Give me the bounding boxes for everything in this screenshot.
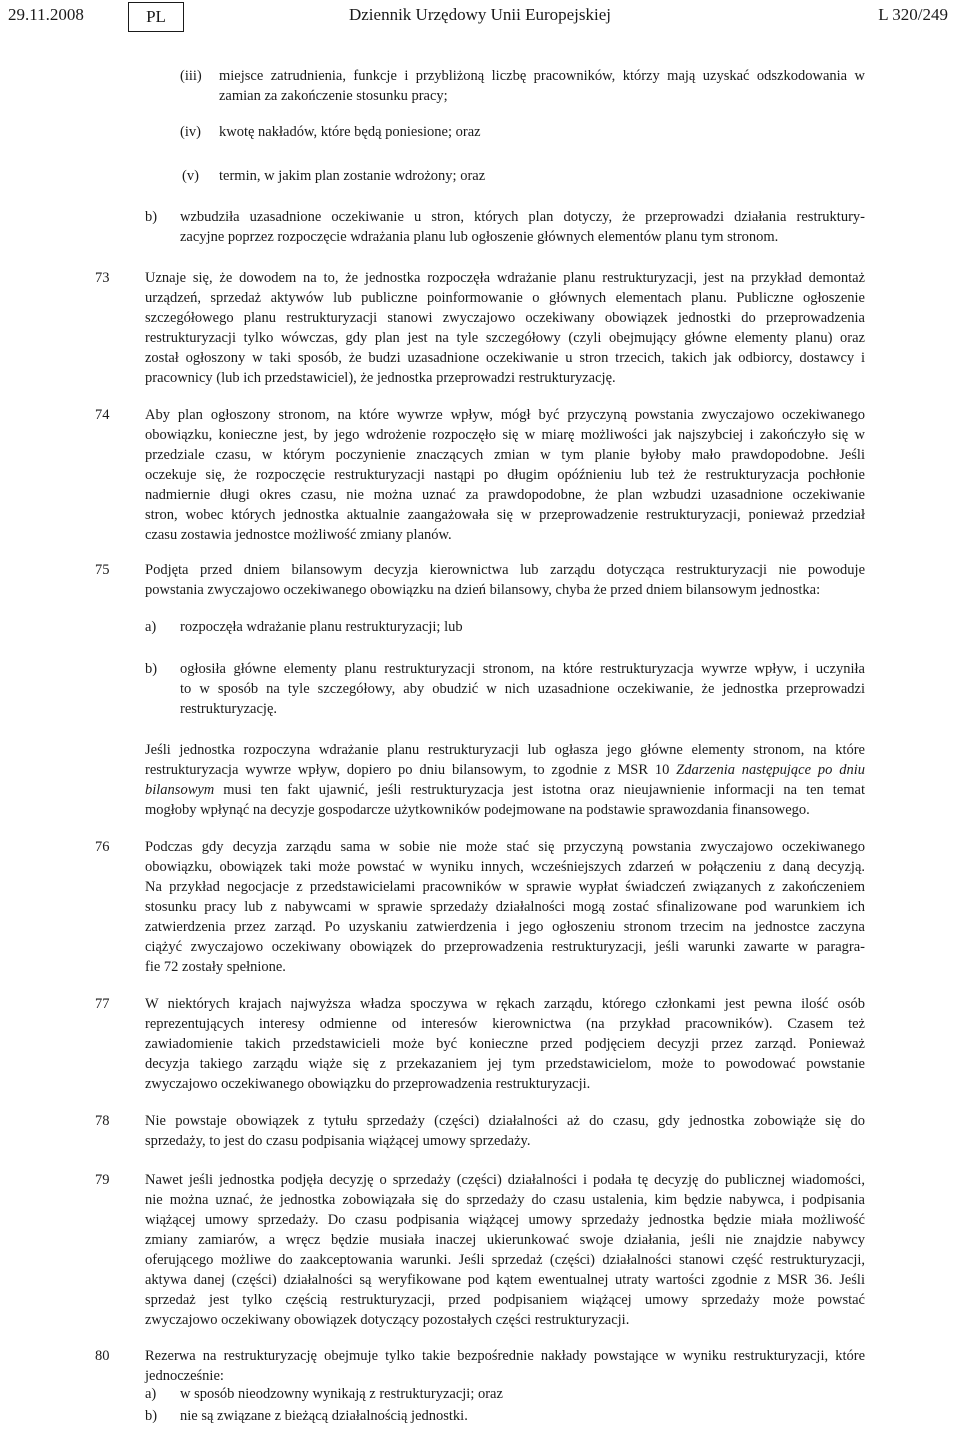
item-label: a) bbox=[145, 1386, 157, 1402]
item-label: b) bbox=[145, 1408, 158, 1424]
text-line: restrukturyzację. bbox=[180, 701, 278, 717]
publication-date: 29.11.2008 bbox=[8, 5, 84, 24]
paragraph-number: 73 bbox=[95, 270, 110, 286]
text-line: decyzja takiego zarządu wiąże się z przekazaniem jej tym przedstawicielom, może to powodować powstanie bbox=[145, 1056, 865, 1072]
text-line: zacyjne poprzez rozpoczęcie wdrażania planu lub ogłoszenie głównych elementów planu tym stronom. bbox=[180, 229, 779, 245]
text-line: powstania zwyczajowo oczekiwanego obowiązku na dzień bilansowy, chyba że przed dniem bilansowym jednostka: bbox=[145, 582, 821, 598]
text-line: W niektórych krajach najwyższa władza spoczywa w rękach zarządu, którego członkami jest pewna ilość osób bbox=[145, 996, 865, 1012]
text-line: przedziale czasu, w którym poczynienie znaczących zmian w tym planie byłoby mało prawdopodobne. Jeśli bbox=[145, 447, 865, 463]
text-line: zawiadomienie takich przedstawicieli może być konieczne przed podjęciem decyzji przez zarząd. Ponieważ bbox=[145, 1036, 865, 1052]
italic-title: Zdarzenia następujące po dniu bbox=[676, 762, 865, 778]
paragraph-number: 75 bbox=[95, 562, 110, 578]
text-run: restrukturyzacja wywrze wpływ, dopiero po dniu bilansowym, to zgodnie z MSR 10 bbox=[145, 762, 677, 778]
paragraph-number: 79 bbox=[95, 1172, 110, 1188]
text-line: termin, w jakim plan zostanie wdrożony; oraz bbox=[219, 168, 486, 184]
text-line bbox=[145, 760, 865, 780]
text-line: stosunku pracy lub z nabywcami w sprawie sprzedaży działalności mogą zostać sfinalizowane pod warunkiem ich bbox=[145, 899, 865, 915]
text-line: nie są związane z bieżącą działalnością jednostki. bbox=[180, 1408, 468, 1424]
text-line: rozpoczęła wdrażanie planu restrukturyzacji; lub bbox=[180, 619, 463, 635]
text-line: pracownicy (lub ich przedstawiciel), że jednostka przeprowadzi restrukturyzację. bbox=[145, 370, 616, 386]
item-label: (v) bbox=[182, 168, 199, 184]
text-line: wiążącej umowy sprzedaży. Do czasu podpisania wiążącej umowy sprzedaży jednostka będzie miała możliwość bbox=[145, 1212, 865, 1228]
text-line: zatwierdzenia przez zarząd. Po uzyskaniu zatwierdzenia i jego ogłoszeniu stronom trzecim na jednostce zaczyna bbox=[145, 919, 865, 935]
text-line: nadmiernie długi okres czasu, nie można uznać za prawdopodobne, że plan wzbudzi uzasadnione oczekiwanie bbox=[145, 487, 865, 503]
text-line: obowiązku, obowiązek taki może powstać w wyniku innych, wcześniejszych zdarzeń w połączeniu z daną decyzją. bbox=[145, 859, 865, 875]
item-label: a) bbox=[145, 619, 157, 635]
italic-title: bilansowym bbox=[145, 782, 215, 798]
text-line: sprzedaży, to jest do czasu podpisania wiążącej umowy sprzedaży. bbox=[145, 1133, 531, 1149]
text-line: stron, wobec których jednostka aktualnie zaangażowała się w przeprowadzenie restrukturyzacji, ponieważ przedział bbox=[145, 507, 865, 523]
paragraph-number: 74 bbox=[95, 407, 110, 423]
text-line: zwyczajowo oczekiwanego obowiązku do przeprowadzenia restrukturyzacji. bbox=[145, 1076, 591, 1092]
text-line: urządzeń, sprzedaż aktywów lub publiczne poinformowanie o głównych elementach planu. Publiczne ogłoszenie bbox=[145, 290, 865, 306]
item-label: (iv) bbox=[180, 124, 201, 140]
text-line: zamian za zakończenie stosunku pracy; bbox=[219, 88, 448, 104]
text-line: wzbudziła uzasadnione oczekiwanie u stron, których plan dotyczy, że przeprowadzi działania restruktury- bbox=[180, 209, 865, 225]
text-line: restrukturyzacji tylko wówczas, gdy plan jest na tyle szczegółowy (czyli obejmujący główne elementy planu) oraz bbox=[145, 330, 865, 346]
text-line: Uznaje się, że dowodem na to, że jednostka rozpoczęła wdrażanie planu restrukturyzacji, jest na przykład demontaż bbox=[145, 270, 865, 286]
text-line: Nie powstaje obowiązek z tytułu sprzedaży (części) działalności aż do czasu, gdy jednostka zobowiąże się do bbox=[145, 1113, 865, 1129]
text-line: kwotę nakładów, które będą poniesione; oraz bbox=[219, 124, 481, 140]
language-badge: PL bbox=[128, 2, 184, 32]
item-label: b) bbox=[145, 661, 158, 677]
text-line: Aby plan ogłoszony stronom, na które wywrze wpływ, mógł być przyczyną powstania zwyczajowo oczekiwanego bbox=[145, 407, 865, 423]
text-run: musi ten fakt ujawnić, jeśli restrukturyzacja jest istotna oraz nieujawnienie informacji na ten temat bbox=[214, 782, 865, 798]
journal-title: Dziennik Urzędowy Unii Europejskiej bbox=[348, 5, 611, 24]
text-line: nie można uznać, że jednostka zobowiązała się do sprzedaży do czasu ustalenia, kim będzie nabywca, i podpisania bbox=[145, 1192, 865, 1208]
text-line: zwyczajowo oczekiwany obowiązek dotyczący pozostałych części restrukturyzacji. bbox=[145, 1312, 630, 1328]
text-line: zmiany zamiarów, a wręcz będzie musiała inaczej ukierunkować swoje działania, jeśli nie znajdzie nabywcy bbox=[145, 1232, 865, 1248]
text-line bbox=[145, 780, 865, 800]
text-line: reprezentujących interesy odmienne od interesów kierownictwa (na przykład pracowników). Czasem też bbox=[145, 1016, 865, 1032]
text-line: mogłoby wpłynąć na decyzje gospodarcze użytkowników podejmowane na podstawie sprawozdania finansowego. bbox=[145, 802, 810, 818]
text-line: miejsce zatrudnienia, funkcje i przybliżoną liczbę pracowników, którzy mają uzyskać odszkodowania w bbox=[219, 68, 865, 84]
text-line: Na przykład negocjacje z przedstawicielami pracowników w sprawie wypłat świadczeń związanych z zakończeniem bbox=[145, 879, 865, 895]
text-line: Rezerwa na restrukturyzację obejmuje tylko takie bezpośrednie nakłady powstające w wyniku restrukturyzacji, które bbox=[145, 1348, 865, 1364]
text-line: Nawet jeśli jednostka podjęła decyzję o sprzedaży (części) działalności i podała tę decyzję do publicznej wiadomości, bbox=[145, 1172, 865, 1188]
text-line: w sposób nieodzowny wynikają z restrukturyzacji; oraz bbox=[180, 1386, 503, 1402]
text-line: to w sposób na tyle szczegółowy, aby obudzić w nich uzasadnione oczekiwanie, że jednostka przeprowadzi bbox=[180, 681, 865, 697]
text-line: obowiązku, konieczne jest, by jego wdrożenie rozpoczęło się w miarę możliwości jak najszybciej i zakończyło się w bbox=[145, 427, 865, 443]
paragraph-number: 80 bbox=[95, 1348, 110, 1364]
text-line: Jeśli jednostka rozpoczyna wdrażanie planu restrukturyzacji lub ogłasza jego główne elementy stronom, na które bbox=[145, 742, 865, 758]
text-line: aktywa danej (części) działalności są weryfikowane pod kątem ewentualnej utraty wartości zgodnie z MSR 36. Jeśli bbox=[145, 1272, 865, 1288]
text-line: fie 72 zostały spełnione. bbox=[145, 959, 286, 975]
text-line: jednocześnie: bbox=[145, 1368, 224, 1384]
paragraph-number: 78 bbox=[95, 1113, 110, 1129]
text-line: ogłosiła główne elementy planu restrukturyzacji stronom, na które restrukturyzacja wywrze wpływ, i uczyniła bbox=[180, 661, 865, 677]
paragraph-number: 76 bbox=[95, 839, 110, 855]
paragraph-number: 77 bbox=[95, 996, 110, 1012]
text-line: szczegółowego planu restrukturyzacji stanowi zwyczajowo oczekiwany obowiązek jednostki do przeprowadzenia bbox=[145, 310, 865, 326]
text-line: czasu zostawia jednostce możliwość zmiany planów. bbox=[145, 527, 452, 543]
text-line: oferującego możliwe do zaakceptowania warunki. Jeśli sprzedaż (części) działalności stanowi część restrukturyzacji, bbox=[145, 1252, 865, 1268]
text-line: oczekuje się, że rozpoczęcie restrukturyzacji nastąpi po długim opóźnieniu lub też że restrukturyzacja pochłonie bbox=[145, 467, 865, 483]
text-line: Podjęta przed dniem bilansowym decyzja kierownictwa lub zarządu dotycząca restrukturyzacji nie powoduje bbox=[145, 562, 865, 578]
page-reference: L 320/249 bbox=[878, 5, 948, 24]
text-line: został ogłoszony w taki sposób, że budzi uzasadnione oczekiwanie u stron trzecich, takich jak odbiorcy, dostawcy i bbox=[145, 350, 865, 366]
item-label: (iii) bbox=[180, 68, 202, 84]
text-line: ciążyć zwyczajowo oczekiwany obowiązek do przeprowadzenia restrukturyzacji, jeśli warunki zawarte w paragra- bbox=[145, 939, 865, 955]
page-header bbox=[0, 0, 960, 34]
text-line: Podczas gdy decyzja zarządu sama w sobie nie może stać się przyczyną powstania zwyczajowo oczekiwanego bbox=[145, 839, 865, 855]
text-line: sprzedaż jest tylko częścią restrukturyzacji, przed podpisaniem wiążącej umowy sprzedaży może powstać bbox=[145, 1292, 865, 1308]
item-label: b) bbox=[145, 209, 158, 225]
